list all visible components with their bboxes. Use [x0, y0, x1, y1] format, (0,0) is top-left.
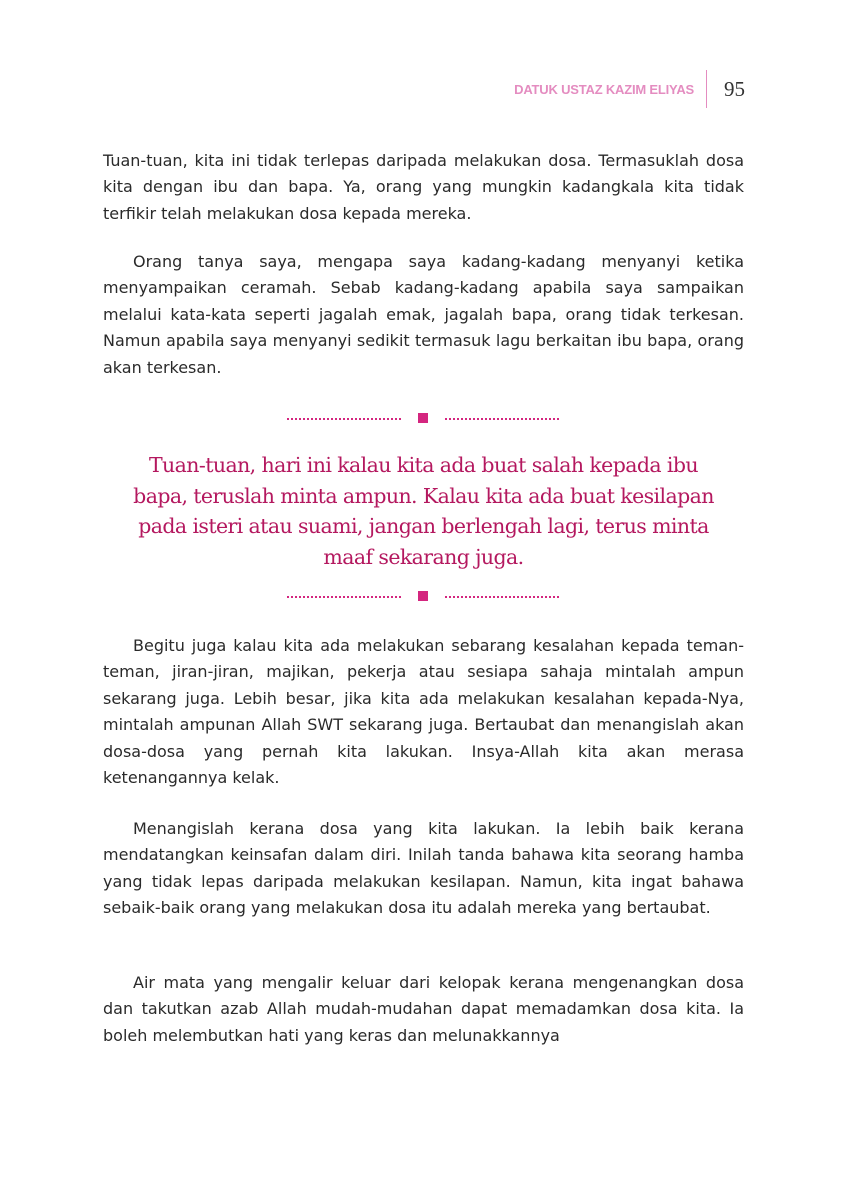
- ornament-divider-top: [287, 412, 559, 424]
- paragraph-5: Air mata yang mengalir keluar dari kelopak kerana mengenangkan dosa dan takutkan azab Allah mudah-mudahan dapat memadamkan dosa kita. Ia boleh melembutkan hati yang keras dan melunakkannya: [103, 973, 744, 1045]
- paragraph-1: Tuan-tuan, kita ini tidak terlepas daripada melakukan dosa. Termasuklah dosa kita dengan ibu dan bapa. Ya, orang yang mungkin kadangkala kita tidak terfikir telah melakukan dosa kepada mereka.: [103, 151, 744, 223]
- page-header: [0, 74, 847, 114]
- square-bullet-icon: [418, 413, 428, 423]
- dotted-line-left: [287, 418, 401, 420]
- paragraph-2: Orang tanya saya, mengapa saya kadang-kadang menyanyi ketika menyampaikan ceramah. Sebab kadang-kadang apabila saya sampaikan melalui kata-kata seperti jagalah emak, jagalah bapa, orang tidak terkesan. Namun apabila saya menyanyi sedikit termasuk lagu berkaitan ibu bapa, orang akan terkesan.: [103, 252, 744, 377]
- paragraph-4: Menangislah kerana dosa yang kita lakukan. Ia lebih baik kerana mendatangkan keinsafan dalam diri. Inilah tanda bahawa kita seorang hamba yang tidak lepas daripada melakukan kesilapan. Namun, kita ingat bahawa sebaik-baik orang yang melakukan dosa itu adalah mereka yang bertaubat.: [103, 819, 744, 918]
- dotted-line-right: [445, 418, 559, 420]
- running-title: DATUK USTAZ KAZIM ELIYAS: [514, 82, 694, 97]
- header-divider: [706, 70, 707, 108]
- square-bullet-icon: [418, 591, 428, 601]
- dotted-line-left: [287, 596, 401, 598]
- ornament-divider-bottom: [287, 590, 559, 602]
- pull-quote: Tuan-tuan, hari ini kalau kita ada buat salah kepada ibu bapa, teruslah minta ampun. Kalau kita ada buat kesilapan pada isteri atau suami, jangan berlengah lagi, terus minta maaf sekarang juga.: [133, 453, 714, 569]
- dotted-line-right: [445, 596, 559, 598]
- page-number: 95: [724, 77, 745, 101]
- paragraph-3: Begitu juga kalau kita ada melakukan sebarang kesalahan kepada teman-teman, jiran-jiran, majikan, pekerja atau sesiapa sahaja mintalah ampun sekarang juga. Lebih besar, jika kita ada melakukan kesalahan kepada-Nya, mintalah ampunan Allah SWT sekarang juga. Bertaubat dan menangislah akan dosa-dosa yang pernah kita lakukan. Insya-Allah kita akan merasa ketenangannya kelak.: [103, 636, 744, 788]
